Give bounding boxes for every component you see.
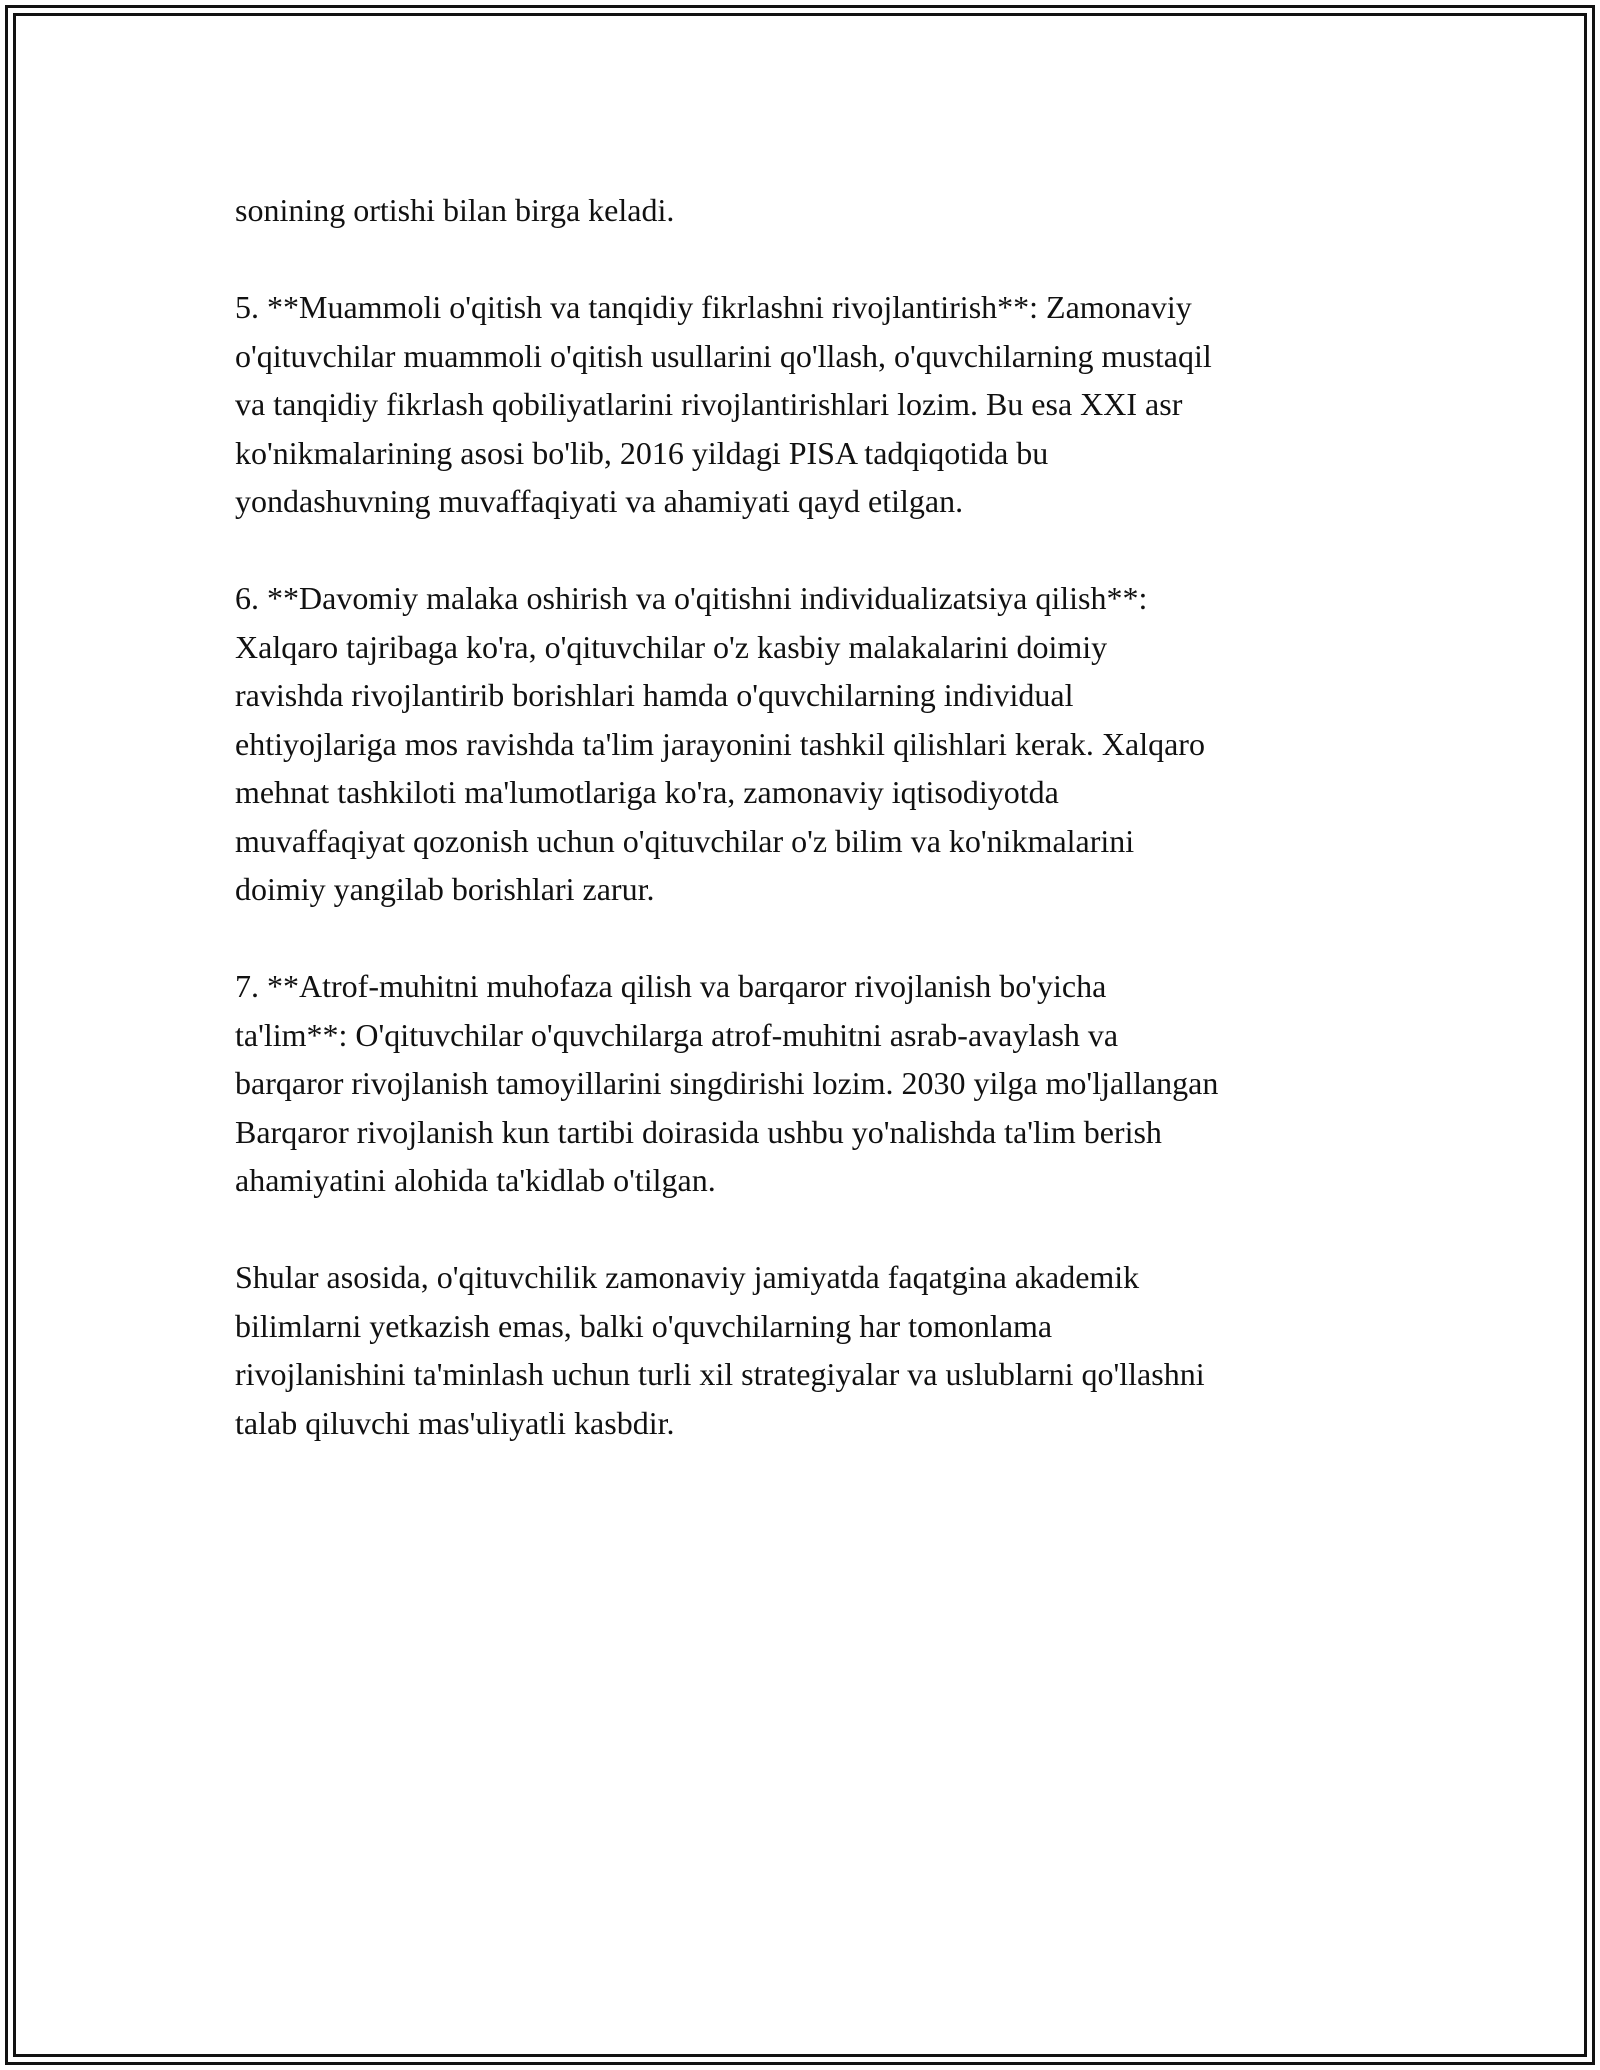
paragraph-item-6 <box>235 574 1375 914</box>
paragraph-conclusion <box>235 1253 1375 1447</box>
text-line: bilimlarni yetkazish emas, balki o'quvchilarning har tomonlama <box>235 1307 1053 1344</box>
text-line: ko'nikmalarining asosi bo'lib, 2016 yildagi PISA tadqiqotida bu <box>235 434 1049 471</box>
paragraph-item-5 <box>235 283 1375 526</box>
paragraph-item-7 <box>235 962 1375 1205</box>
paragraph-continuation <box>235 186 1375 235</box>
text-line: mehnat tashkiloti ma'lumotlariga ko'ra, zamonaviy iqtisodiyotda <box>235 774 1059 810</box>
text-line: 7. **Atrof-muhitni muhofaza qilish va barqaror rivojlanish bo'yicha <box>235 968 1107 1004</box>
text-line: o'qituvchilar muammoli o'qitish usullarini qo'llash, o'quvchilarning mustaqil <box>235 337 1212 374</box>
text-line: Shular asosida, o'qituvchilik zamonaviy jamiyatda faqatgina akademik <box>235 1259 1140 1295</box>
text-line: yondashuvning muvaffaqiyati va ahamiyati qayd etilgan. <box>235 483 964 519</box>
text-line: ta'lim**: O'qituvchilar o'quvchilarga atrof-muhitni asrab-avaylash va <box>235 1016 1119 1053</box>
text-line: barqaror rivojlanish tamoyillarini singdirishi lozim. 2030 yilga mo'ljallangan <box>235 1065 1219 1101</box>
text-line: 5. **Muammoli o'qitish va tanqidiy fikrlashni rivojlantirish**: Zamonaviy <box>235 289 1192 325</box>
text-line: sonining ortishi bilan birga keladi. <box>235 192 675 228</box>
text-line: ravishda rivojlantirib borishlari hamda o'quvchilarning individual <box>235 677 1074 713</box>
text-line: 6. **Davomiy malaka oshirish va o'qitishni individualizatsiya qilish**: <box>235 580 1148 616</box>
text-line: Barqaror rivojlanish kun tartibi doirasida ushbu yo'nalishda ta'lim berish <box>235 1113 1162 1150</box>
text-line: muvaffaqiyat qozonish uchun o'qituvchilar o'z bilim va ko'nikmalarini <box>235 822 1135 859</box>
text-line: ahamiyatini alohida ta'kidlab o'tilgan. <box>235 1162 716 1198</box>
text-line: ehtiyojlariga mos ravishda ta'lim jarayonini tashkil qilishlari kerak. Xalqaro <box>235 725 1205 762</box>
text-line: talab qiluvchi mas'uliyatli kasbdir. <box>235 1404 675 1441</box>
text-line: rivojlanishini ta'minlash uchun turli xil strategiyalar va uslublarni qo'llashni <box>235 1356 1205 1392</box>
document-body <box>235 186 1375 1496</box>
text-line: Xalqaro tajribaga ko'ra, o'qituvchilar o'z kasbiy malakalarini doimiy <box>235 628 1108 665</box>
text-line: va tanqidiy fikrlash qobiliyatlarini rivojlantirishlari lozim. Bu esa XXI asr <box>235 386 1183 422</box>
text-line: doimiy yangilab borishlari zarur. <box>235 871 655 907</box>
